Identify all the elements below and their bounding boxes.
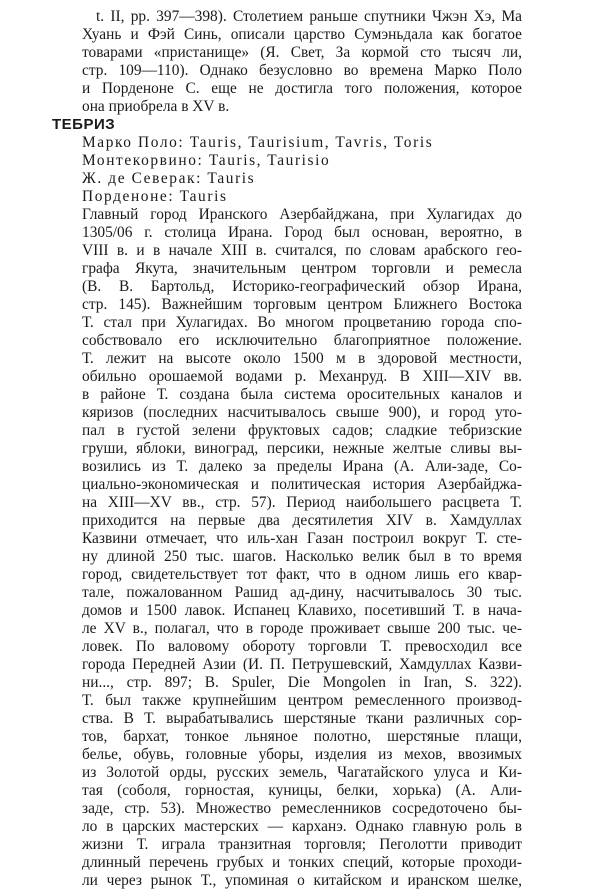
text-line: город, свидетельствует тот факт, что в одном лишь его квар-	[82, 566, 522, 583]
text-line: кяризов (последних насчитывалось свыше 900), и город уто-	[82, 404, 522, 421]
text-line: возились из Т. далеко за пределы Ирана (А. Али-заде, Со-	[82, 458, 522, 475]
text-line: в районе Т. создана была система оросительных каналов и	[82, 386, 522, 403]
text-line: Главный город Иранского Азербайджана, при Хулагидах до	[82, 206, 522, 223]
text-line: на XIII—XV вв., стр. 57). Период наибольшего расцвета Т.	[82, 494, 522, 511]
text-line: товарами «пристанище» (Я. Свет, За кормой сто тысяч ли,	[82, 44, 522, 61]
text-line: графа Якута, значительным центром торговли и ремесла	[82, 260, 522, 277]
text-line: стр. 145). Важнейшим торговым центром Ближнего Востока	[82, 296, 522, 313]
text-line: VIII в. и в начале XIII в. считался, по словам арабского гео-	[82, 242, 522, 259]
text-line: жизни Т. играла транзитная торговля; Пеголотти приводит	[82, 836, 522, 853]
text-line: стр. 109—110). Однако безусловно во времена Марко Поло	[82, 62, 522, 79]
text-line: собствовало его исключительно благоприятное положение.	[82, 332, 522, 349]
source-line: Порденоне: Tauris	[82, 188, 228, 205]
text-line: Т. лежит на высоте около 1500 м в здоровой местности,	[82, 350, 522, 367]
text-line: Т. был также крупнейшим центром ремесленного производ-	[82, 692, 522, 709]
text-line: приходится на первые два десятилетия XIV в. Хамдуллах	[82, 512, 522, 529]
text-line: белье, обувь, головные уборы, изделия из мехов, ввозимых	[82, 746, 522, 763]
text-line: (В. В. Бартольд, Историко-географический обзор Ирана,	[82, 278, 522, 295]
source-line: Ж. де Северак: Tauris	[82, 170, 256, 187]
text-line: тов, бархат, тонкое льняное полотно, шерстяные плащи,	[82, 728, 522, 745]
text-line: домов и 1500 лавок. Испанец Клавихо, посетивший Т. в нача-	[82, 602, 522, 619]
text-line: ловек. По валовому обороту торговли Т. превосходил все	[82, 638, 522, 655]
text-line: груши, яблоки, виноград, персики, нежные желтые сливы вы-	[82, 440, 522, 457]
text-line: и Порденоне С. еще не достигла того положения, которое	[82, 80, 522, 97]
text-line: пал в густой зелени фруктовых садов; сладкие тебризские	[82, 422, 522, 439]
text-line: Казвини отмечает, что иль-хан Газан построил вокруг Т. сте-	[82, 530, 522, 547]
text-line: тале, пожалованном Рашид ад-дину, насчитывалось 30 тыс.	[82, 584, 522, 601]
text-line: ло в царских мастерских — карханэ. Однако главную роль в	[82, 818, 522, 835]
source-line: Марко Поло: Tauris, Taurisium, Tavris, Toris	[82, 134, 434, 151]
text-line: тая (соболя, горностая, куницы, белки, хорька) (А. Али-	[82, 782, 522, 799]
text-line: 1305/06 г. столица Ирана. Город был основан, вероятно, в	[82, 224, 522, 241]
text-line: Хуань и Фэй Синь, описали царство Сумэньдала как богатое	[82, 26, 522, 43]
text-line: обильно орошаемой водами р. Механруд. В XIII—XIV вв.	[82, 368, 522, 385]
text-line: ни..., стр. 897; B. Spuler, Die Mongolen in Iran, S. 322).	[82, 674, 522, 691]
entry-headword: ТЕБРИЗ	[52, 116, 116, 133]
text-line: она приобрела в XV в.	[82, 98, 230, 115]
text-line: t. II, pp. 397—398). Столетием раньше спутники Чжэн Хэ, Ма	[96, 8, 522, 25]
source-line: Монтекорвино: Tauris, Taurisio	[82, 152, 331, 169]
text-line: ства. В Т. вырабатывались шерстяные ткани различных сор-	[82, 710, 522, 727]
text-line: циально-экономическая и политическая история Азербайджа-	[82, 476, 522, 493]
text-line: ну длиной 250 тыс. шагов. Насколько велик был в то время	[82, 548, 522, 565]
text-line: города Передней Азии (И. П. Петрушевский, Хамдуллах Казви-	[82, 656, 522, 673]
text-line: Т. стал при Хулагидах. Во многом процветанию города спо-	[82, 314, 522, 331]
text-line: длинный перечень грубых и тонких специй, которые проходи-	[82, 854, 522, 871]
text-line: ли через рынок Т., упоминая о китайском и иранском шелке,	[82, 872, 522, 889]
text-line: ле XV в., полагал, что в городе проживает свыше 200 тыс. че-	[82, 620, 522, 637]
text-line: заде, стр. 53). Множество ремесленников сосредоточено бы-	[82, 800, 522, 817]
text-line: из Золотой орды, русских земель, Чагатайского улуса и Ки-	[82, 764, 522, 781]
